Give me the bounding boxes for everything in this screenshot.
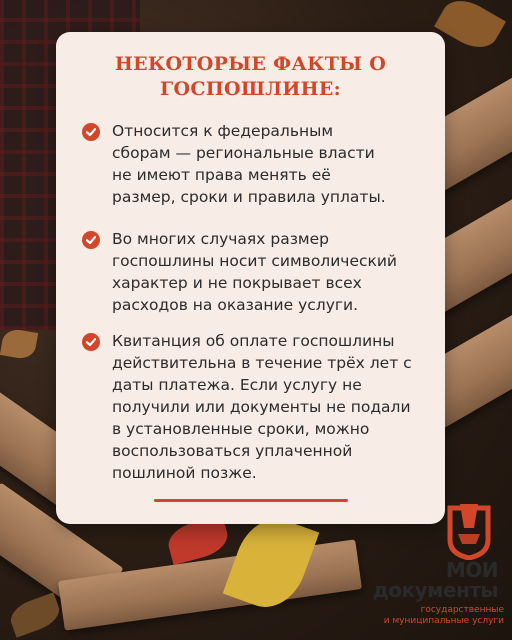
logo-sub-line: и муниципальные услуги	[383, 616, 504, 626]
fact-line: размер, сроки и правила уплаты.	[112, 188, 386, 206]
check-circle-icon	[82, 123, 100, 141]
divider	[154, 499, 348, 502]
fact-text	[112, 228, 431, 316]
logo-line: МОИ	[445, 558, 498, 582]
moi-dokumenty-logo-icon	[446, 500, 492, 560]
fact-line: Квитанция об оплате госпошлины	[112, 332, 395, 350]
moi-dokumenty-logo	[326, 500, 512, 640]
leaf	[6, 592, 63, 637]
fact-line: госпошлины носит символический	[112, 252, 398, 270]
fact-line: сборам — региональные власти	[112, 144, 375, 162]
check-circle-icon	[82, 231, 100, 249]
fact-line: действительна в течение трёх лет с	[112, 354, 412, 372]
facts-card	[56, 32, 445, 524]
logo-subtitle	[384, 605, 504, 627]
fact-text	[112, 120, 431, 208]
fact-line: получили или документы не подали	[112, 398, 411, 416]
check-circle-icon	[82, 333, 100, 351]
fact-line: даты платежа. Если услугу не	[112, 376, 362, 394]
fact-line: расходов на оказание услуги.	[112, 296, 359, 314]
fact-line: в установленные сроки, можно	[112, 420, 370, 438]
fact-line: Во многих случаях размер	[112, 230, 329, 248]
leaf	[0, 327, 38, 360]
title-line: НЕКОТОРЫЕ ФАКТЫ О	[114, 53, 387, 75]
title-line: ГОСПОШЛИНЕ:	[160, 78, 341, 100]
fact-line: Относится к федеральным	[112, 122, 334, 140]
fact-line: воспользоваться уплаченной	[112, 442, 353, 460]
fact-line: характер и не покрывает всех	[112, 274, 362, 292]
fact-text	[112, 330, 431, 484]
fact-line: не имеют права менять её	[112, 166, 331, 184]
logo-line: документы	[372, 578, 498, 602]
logo-wordmark	[373, 560, 498, 600]
logo-sub-line: государственные	[420, 605, 504, 615]
fact-line: пошлиной позже.	[112, 464, 257, 482]
card-title	[56, 52, 445, 102]
